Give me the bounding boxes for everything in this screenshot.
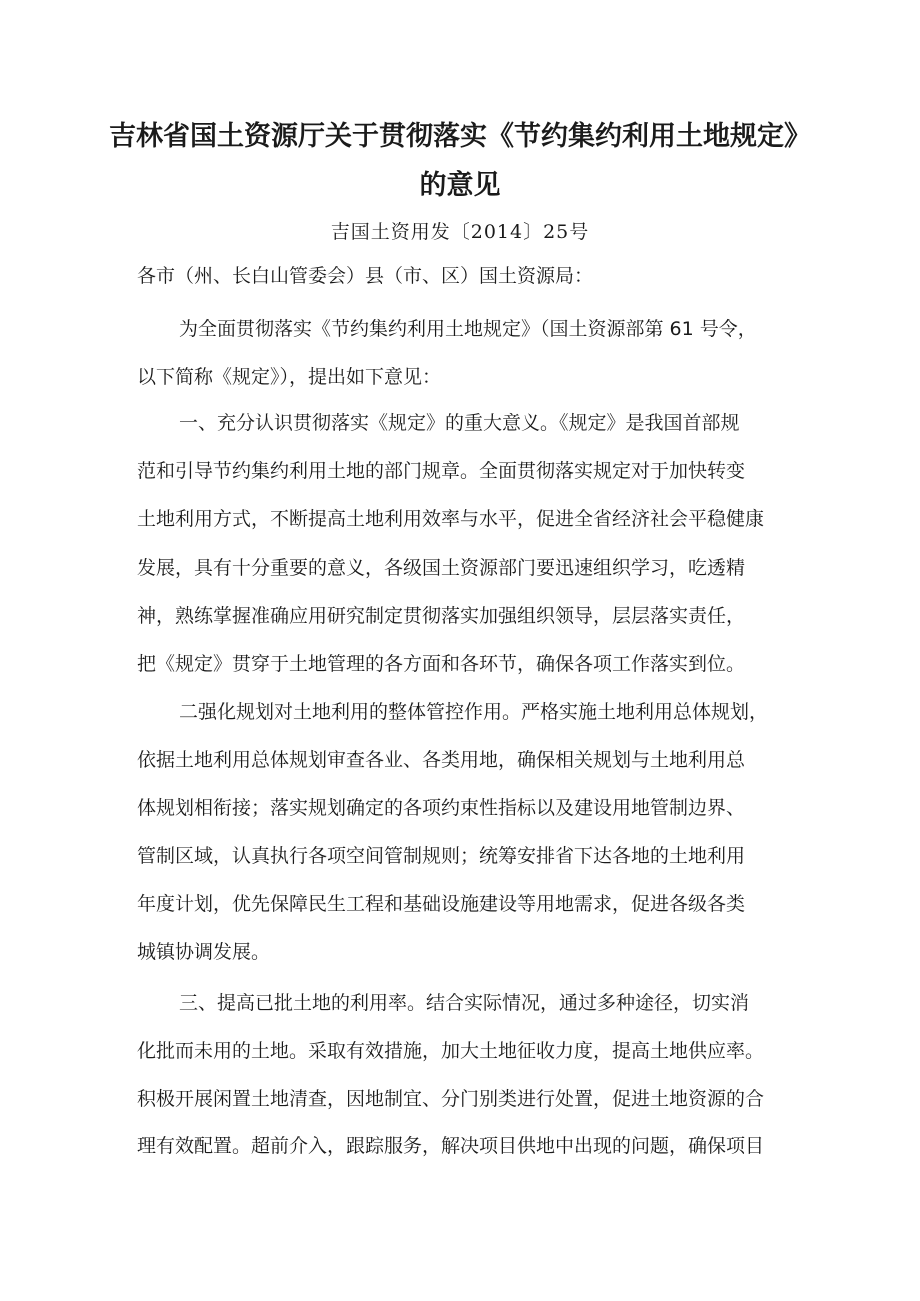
section-2-line: 管制区域，认真执行各项空间管制规则；统筹安排省下达各地的土地利用	[137, 845, 746, 867]
section-2-line: 依据土地利用总体规划审查各业、各类用地，确保相关规划与土地利用总	[137, 749, 746, 771]
document-title-line-1: 吉林省国土资源厅关于贯彻落实《节约集约利用土地规定》	[109, 121, 811, 152]
section-1-line: 一、充分认识贯彻落实《规定》的重大意义。《规定》是我国首部规	[179, 412, 740, 434]
section-3-line: 积极开展闲置土地清查，因地制宜、分门别类进行处置，促进土地资源的合	[137, 1088, 765, 1110]
section-1-line: 土地利用方式，不断提高土地利用效率与水平，促进全省经济社会平稳健康	[137, 508, 765, 530]
intro-line: 以下简称《规定》），提出如下意见：	[137, 366, 442, 388]
document-title-line-2: 的意见	[419, 170, 501, 201]
section-1-line: 发展，具有十分重要的意义，各级国土资源部门要迅速组织学习，吃透精	[137, 557, 746, 579]
section-1-line: 范和引导节约集约利用土地的部门规章。全面贯彻落实规定对于加快转变	[137, 460, 746, 482]
section-2-line: 体规划相衔接；落实规划确定的各项约束性指标以及建设用地管制边界、	[137, 797, 746, 819]
section-2-line: 城镇协调发展。	[137, 941, 271, 963]
section-1-line: 神，熟练掌握准确应用研究制定贯彻落实加强组织领导，层层落实责任，	[137, 605, 746, 627]
section-2-line: 二强化规划对土地利用的整体管控作用。严格实施土地利用总体规划，	[179, 701, 769, 723]
section-2-line: 年度计划，优先保障民生工程和基础设施建设等用地需求，促进各级各类	[137, 893, 746, 915]
section-3-line: 三、提高已批土地的利用率。结合实际情况，通过多种途径，切实消	[179, 992, 750, 1014]
section-3-line: 理有效配置。超前介入，跟踪服务，解决项目供地中出现的问题，确保项目	[137, 1135, 765, 1157]
salutation: 各市（州、长白山管委会）县（市、区）国土资源局：	[137, 265, 594, 287]
section-1-line: 把《规定》贯穿于土地管理的各方面和各环节，确保各项工作落实到位。	[137, 653, 746, 675]
section-3-line: 化批而未用的土地。采取有效措施，加大土地征收力度，提高土地供应率。	[137, 1040, 765, 1062]
intro-line: 为全面贯彻落实《节约集约利用土地规定》（国土资源部第 61 号令，	[179, 318, 757, 340]
document-number: 吉国土资用发〔2014〕25号	[330, 221, 590, 243]
